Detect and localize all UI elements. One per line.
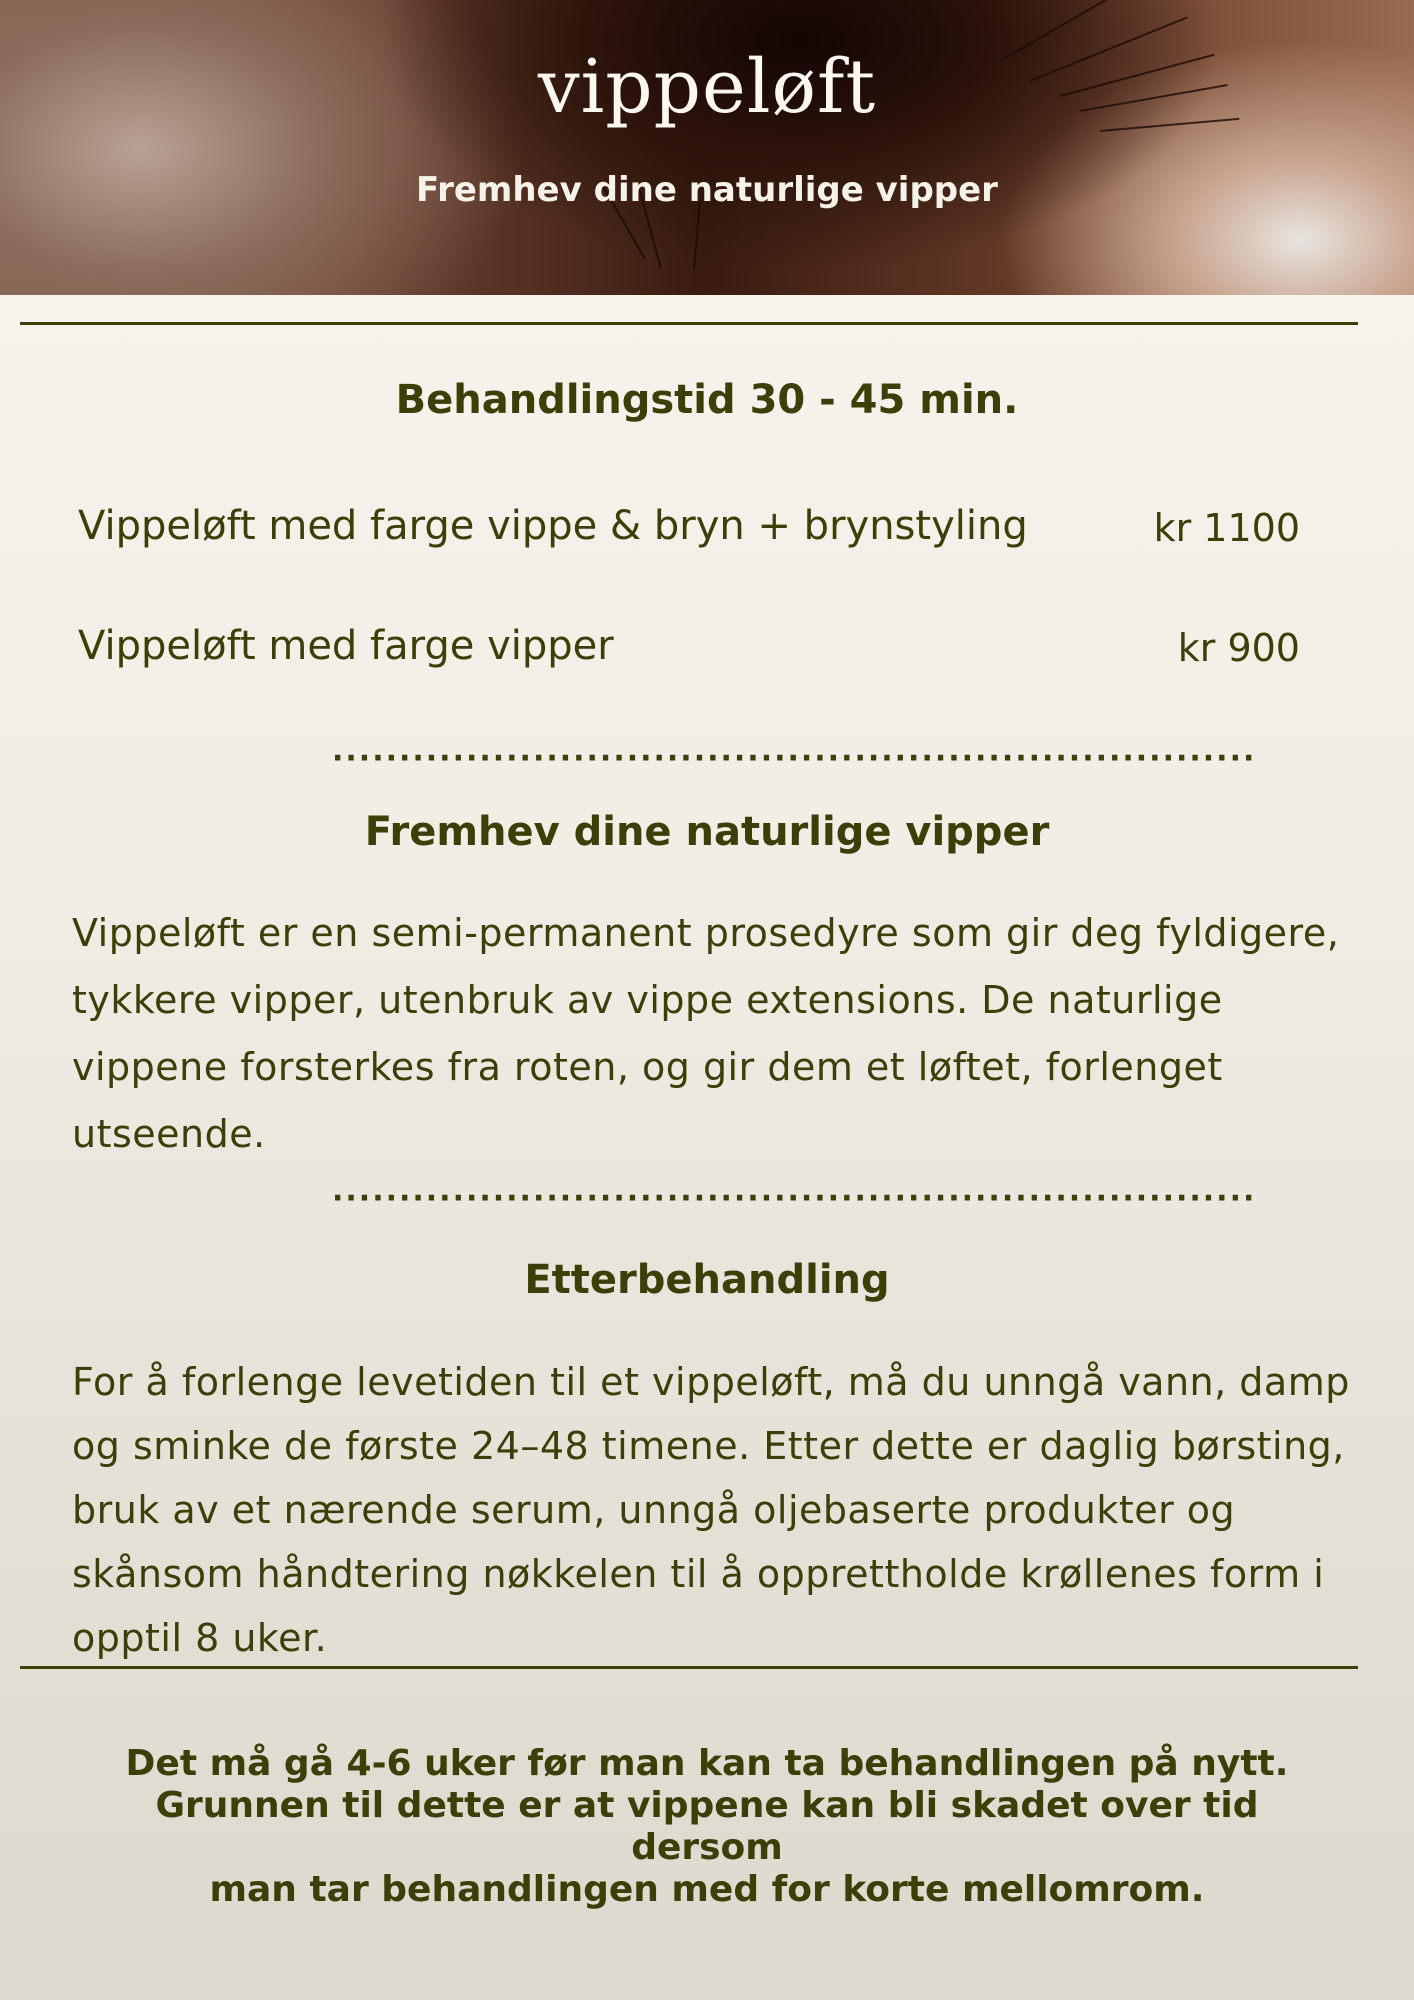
footer-note-line: man tar behandlingen med for korte mellomrom. [209, 1869, 1205, 1910]
price-row [78, 502, 1300, 552]
treatment-price: kr 1100 [1153, 506, 1300, 550]
price-row [78, 622, 1300, 672]
page-title: vippeløft [537, 44, 877, 130]
treatment-price: kr 900 [1177, 626, 1300, 670]
about-paragraph: Vippeløft er en semi-permanent prosedyre som gir deg fyldigere, tykkere vipper, utenbruk av vippe extensions. De naturlige vippene forsterkes fra roten, og gir dem et løftet, forlenget utseende. [72, 911, 1340, 1156]
dotted-divider: ····································································· [332, 1181, 1257, 1216]
dotted-divider: ····································································· [332, 741, 1257, 776]
treatment-time-heading: Behandlingstid 30 - 45 min. [395, 377, 1019, 423]
footer-note-line: Grunnen til dette er at vippene kan bli skadet over tid dersom [155, 1785, 1259, 1868]
top-divider [20, 322, 1358, 325]
footer-note [100, 1743, 1314, 1911]
aftercare-paragraph: For å forlenge levetiden til et vippeløft, må du unngå vann, damp og sminke de første 24–48 timene. Etter dette er daglig børsting, bruk av et nærende serum, unngå oljebaserte produkter og skånsom håndtering nøkkelen til å opprettholde krøllenes form i opptil 8 uker. [72, 1360, 1350, 1660]
page-subtitle: Fremhev dine naturlige vipper [416, 170, 998, 210]
footer-note-line: Det må gå 4-6 uker før man kan ta behandlingen på nytt. [125, 1743, 1289, 1784]
bottom-divider [20, 1666, 1358, 1669]
hero-banner-eye-photo [0, 0, 1414, 295]
about-heading: Fremhev dine naturlige vipper [364, 809, 1050, 855]
aftercare-heading: Etterbehandling [524, 1257, 890, 1303]
treatment-name: Vippeløft med farge vipper [78, 623, 614, 669]
treatment-name: Vippeløft med farge vippe & bryn + brynstyling [78, 503, 1028, 549]
